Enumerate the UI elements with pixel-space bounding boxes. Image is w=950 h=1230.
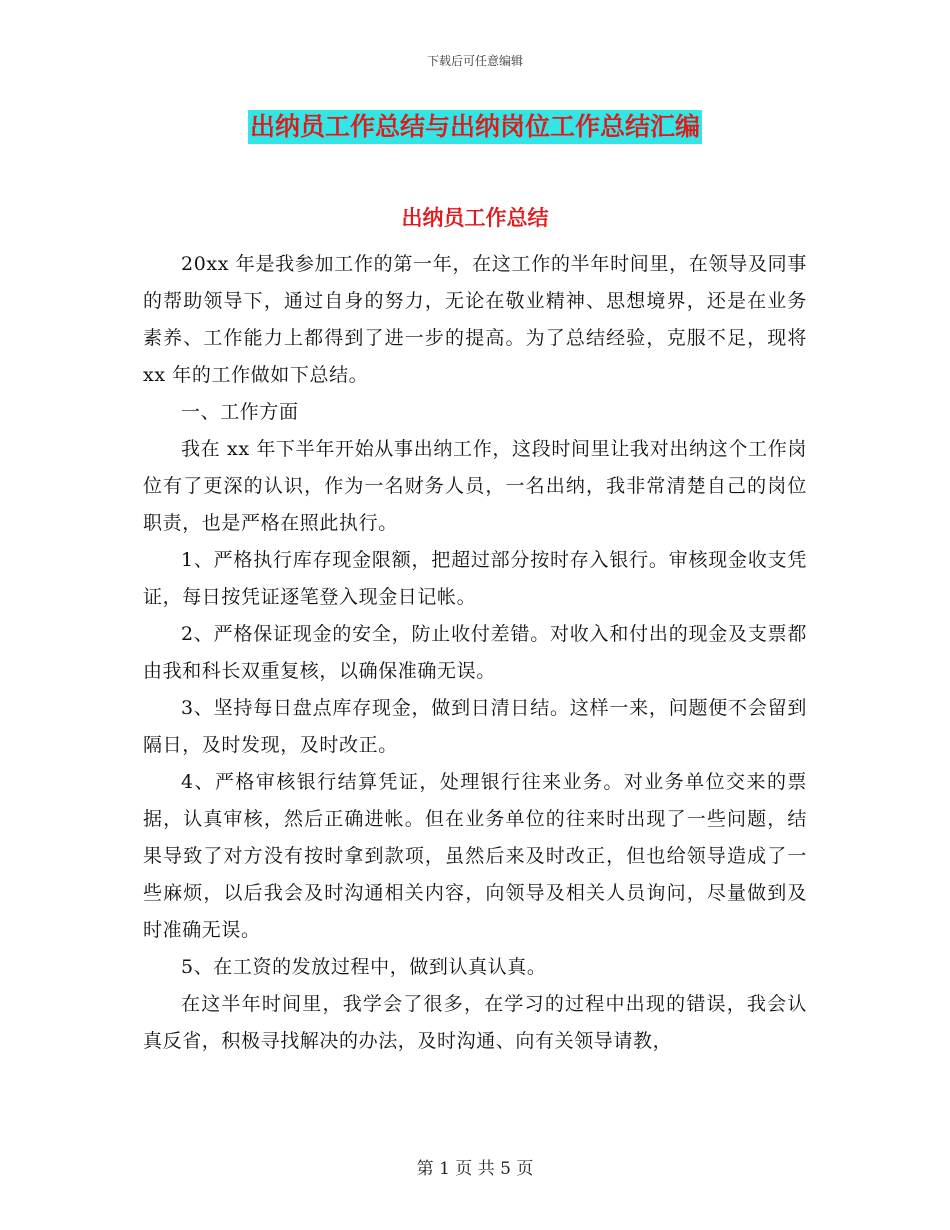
paragraph: 3、坚持每日盘点库存现金，做到日清日结。这样一来，问题便不会留到隔日，及时发现，及时改正。 [143, 697, 807, 756]
paragraph: 一、工作方面 [181, 401, 299, 423]
main-title: 出纳员工作总结与出纳岗位工作总结汇编 [248, 110, 702, 144]
paragraph: 1、严格执行库存现金限额，把超过部分按时存入银行。审核现金收支凭证，每日按凭证逐笔登入现金日记帐。 [143, 549, 807, 608]
paragraph: 5、在工资的发放过程中，做到认真认真。 [181, 956, 547, 978]
header-note: 下载后可任意编辑 [426, 54, 523, 68]
paragraph: 2、严格保证现金的安全，防止收付差错。对收入和付出的现金及支票都由我和科长双重复核，以确保准确无误。 [143, 623, 807, 682]
paragraph: 我在 xx 年下半年开始从事出纳工作，这段时间里让我对出纳这个工作岗位有了更深的认识，作为一名财务人员，一名出纳，我非常清楚自己的岗位职责，也是严格在照此执行。 [143, 438, 807, 534]
page-number: 第 1 页 共 5 页 [416, 1159, 534, 1179]
main-title-wrapper [0, 110, 950, 144]
body-text [143, 246, 807, 1060]
section-title: 出纳员工作总结 [401, 206, 549, 230]
paragraph: 在这半年时间里，我学会了很多，在学习的过程中出现的错误，我会认真反省，积极寻找解决的办法，及时沟通、向有关领导请教， [143, 993, 807, 1052]
paragraph: 4、严格审核银行结算凭证，处理银行往来业务。对业务单位交来的票据，认真审核，然后正确进帐。但在业务单位的往来时出现了一些问题，结果导致了对方没有按时拿到款项，虽然后来及时改正，但也给领导造成了一些麻烦，以后我会及时沟通相关内容，向领导及相关人员询问，尽量做到及时准确无误。 [143, 771, 807, 941]
paragraph: 20xx 年是我参加工作的第一年，在这工作的半年时间里，在领导及同事的帮助领导下，通过自身的努力，无论在敬业精神、思想境界，还是在业务素养、工作能力上都得到了进一步的提高。为了总结经验，克服不足，现将 xx 年的工作做如下总结。 [143, 253, 807, 386]
